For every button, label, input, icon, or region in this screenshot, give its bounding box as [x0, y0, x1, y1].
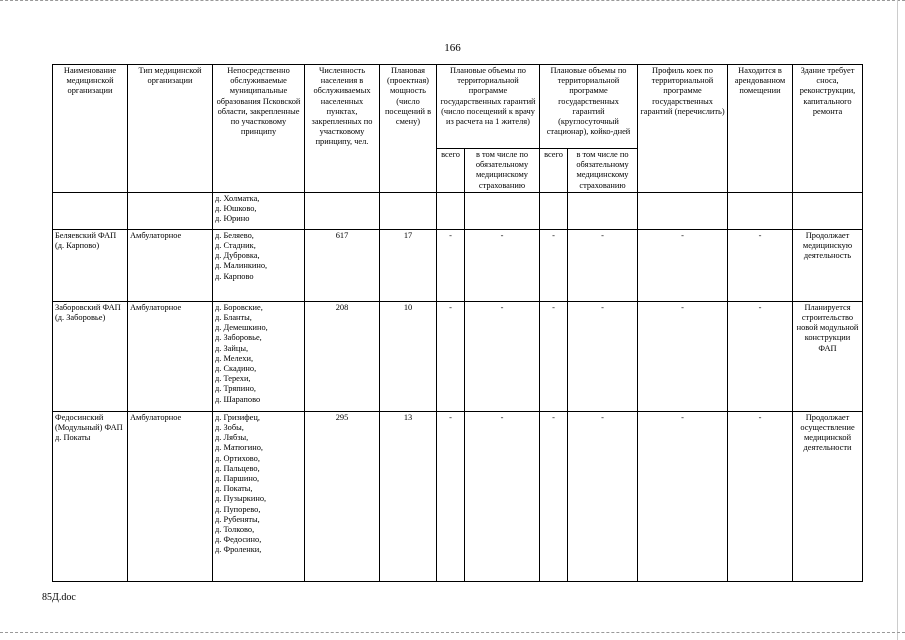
header-row — [53, 65, 863, 149]
cell-population: 295 — [305, 411, 380, 581]
cell-building — [793, 192, 863, 229]
page-number: 166 — [444, 42, 461, 54]
header-building: Здание требует сноса, реконструкции, капитального ремонта — [793, 65, 863, 193]
subheader-oms-2: в том числе по обязательному медицинскому страхованию — [568, 149, 638, 193]
settlement-item: д. Зайцы, — [215, 343, 249, 353]
settlement-item: д. Холматка, — [215, 193, 260, 203]
table-row — [53, 301, 863, 411]
cell-bed-profile: - — [638, 301, 728, 411]
cell-volume1-total: - — [437, 301, 465, 411]
settlement-item: д. Мелехи, — [215, 353, 254, 363]
settlement-item: д. Зобы, — [215, 423, 244, 433]
settlement-item: д. Юрино — [215, 214, 250, 224]
cell-type — [128, 192, 213, 229]
cell-volume2-total: - — [540, 411, 568, 581]
subheader-total-2: всего — [540, 149, 568, 193]
header-bed-profile: Профиль коек по территориальной программе государственных гарантий (перечислить) — [638, 65, 728, 193]
cell-volume2-total — [540, 192, 568, 229]
top-scan-edge — [0, 0, 905, 1]
header-outpatient-volumes: Плановые объемы по территориальной программе государственных гарантий (число посещений к врачу из расчета на 1 жителя) — [437, 65, 540, 149]
cell-settlements — [213, 301, 305, 411]
cell-building: Планируется строительство новой модульной конструкции ФАП — [793, 301, 863, 411]
header-type: Тип медицинской организации — [128, 65, 213, 193]
settlement-item: д. Терехи, — [215, 374, 251, 384]
header-settlements: Непосредственно обслуживаемые муниципальные образования Псковской области, закрепленные по участковому принципу — [213, 65, 305, 193]
settlement-item: д. Рубеняты, — [215, 514, 260, 524]
settlement-item: д. Тряпино, — [215, 384, 257, 394]
footer-filename: 85Д.doc — [42, 592, 76, 603]
cell-settlements — [213, 411, 305, 581]
table-row — [53, 192, 863, 229]
cell-volume1-oms — [465, 192, 540, 229]
settlement-item: д. Толково, — [215, 525, 255, 535]
facilities-table — [52, 64, 863, 582]
settlement-item: д. Пальцево, — [215, 463, 260, 473]
cell-name: Заборовский ФАП (д. Заборовье) — [53, 301, 128, 411]
settlement-item: д. Скадино, — [215, 364, 257, 374]
cell-capacity: 10 — [380, 301, 437, 411]
header-capacity: Плановая (проектная) мощность (число посещений в смену) — [380, 65, 437, 193]
cell-rented — [728, 192, 793, 229]
cell-type: Амбулаторное — [128, 411, 213, 581]
settlement-item: д. Пупорево, — [215, 504, 261, 514]
settlement-item: д. Федосино, — [215, 535, 262, 545]
settlement-item: д. Заборовье, — [215, 333, 262, 343]
settlement-item: д. Беляево, — [215, 230, 254, 240]
cell-population: 617 — [305, 229, 380, 301]
subheader-total-1: всего — [437, 149, 465, 193]
cell-bed-profile — [638, 192, 728, 229]
cell-volume1-oms: - — [465, 229, 540, 301]
settlement-item: д. Боровские, — [215, 302, 263, 312]
cell-bed-profile: - — [638, 229, 728, 301]
settlement-item: д. Матюгино, — [215, 443, 263, 453]
settlement-item: д. Шарапово — [215, 394, 261, 404]
bottom-scan-edge — [0, 632, 905, 633]
settlement-item: д. Стадник, — [215, 241, 256, 251]
cell-type: Амбулаторное — [128, 229, 213, 301]
table-row — [53, 229, 863, 301]
cell-rented: - — [728, 229, 793, 301]
cell-rented: - — [728, 411, 793, 581]
settlement-item: д. Фроленки, — [215, 545, 262, 555]
cell-population — [305, 192, 380, 229]
header-name: Наименование медицинской организации — [53, 65, 128, 193]
settlement-item: д. Лябзы, — [215, 433, 249, 443]
cell-settlements — [213, 192, 305, 229]
header-rented: Находится в арендованном помещении — [728, 65, 793, 193]
table-body — [53, 192, 863, 581]
cell-volume2-oms: - — [568, 301, 638, 411]
table-row — [53, 411, 863, 581]
cell-name: Федосинский (Модульный) ФАП д. Покаты — [53, 411, 128, 581]
settlement-item: д. Покаты, — [215, 484, 253, 494]
cell-volume1-total: - — [437, 411, 465, 581]
settlement-item: д. Ортихово, — [215, 453, 260, 463]
cell-volume2-total: - — [540, 301, 568, 411]
settlement-item: д. Карпово — [215, 271, 254, 281]
cell-type: Амбулаторное — [128, 301, 213, 411]
cell-name — [53, 192, 128, 229]
settlement-item: д. Малинкино, — [215, 261, 268, 271]
cell-volume2-oms: - — [568, 229, 638, 301]
settlement-item: д. Юшково, — [215, 204, 257, 214]
settlement-item: д. Пузыркино, — [215, 494, 267, 504]
cell-capacity: 17 — [380, 229, 437, 301]
settlement-item: д. Паршино, — [215, 474, 260, 484]
settlement-item: д. Дубровка, — [215, 251, 260, 261]
cell-volume1-oms: - — [465, 301, 540, 411]
settlement-item: д. Демешкино, — [215, 323, 268, 333]
cell-building: Продолжает медицинскую деятельность — [793, 229, 863, 301]
cell-building: Продолжает осуществление медицинской деятельности — [793, 411, 863, 581]
cell-volume2-oms — [568, 192, 638, 229]
cell-capacity — [380, 192, 437, 229]
cell-settlements — [213, 229, 305, 301]
right-scan-edge — [897, 0, 898, 640]
cell-capacity: 13 — [380, 411, 437, 581]
cell-volume1-oms: - — [465, 411, 540, 581]
header-inpatient-volumes: Плановые объемы по территориальной программе государственных гарантий (круглосуточный стационар), койко-дней — [540, 65, 638, 149]
cell-volume2-total: - — [540, 229, 568, 301]
cell-volume2-oms: - — [568, 411, 638, 581]
settlement-item: д. Гризифец, — [215, 412, 260, 422]
settlement-item: д. Бланты, — [215, 313, 252, 323]
cell-volume1-total — [437, 192, 465, 229]
cell-bed-profile: - — [638, 411, 728, 581]
cell-volume1-total: - — [437, 229, 465, 301]
cell-population: 208 — [305, 301, 380, 411]
cell-rented: - — [728, 301, 793, 411]
cell-name: Беляевский ФАП (д. Карпово) — [53, 229, 128, 301]
subheader-oms-1: в том числе по обязательному медицинскому страхованию — [465, 149, 540, 193]
header-population: Численность населения в обслуживаемых населенных пунктах, закрепленных по участковому принципу, чел. — [305, 65, 380, 193]
